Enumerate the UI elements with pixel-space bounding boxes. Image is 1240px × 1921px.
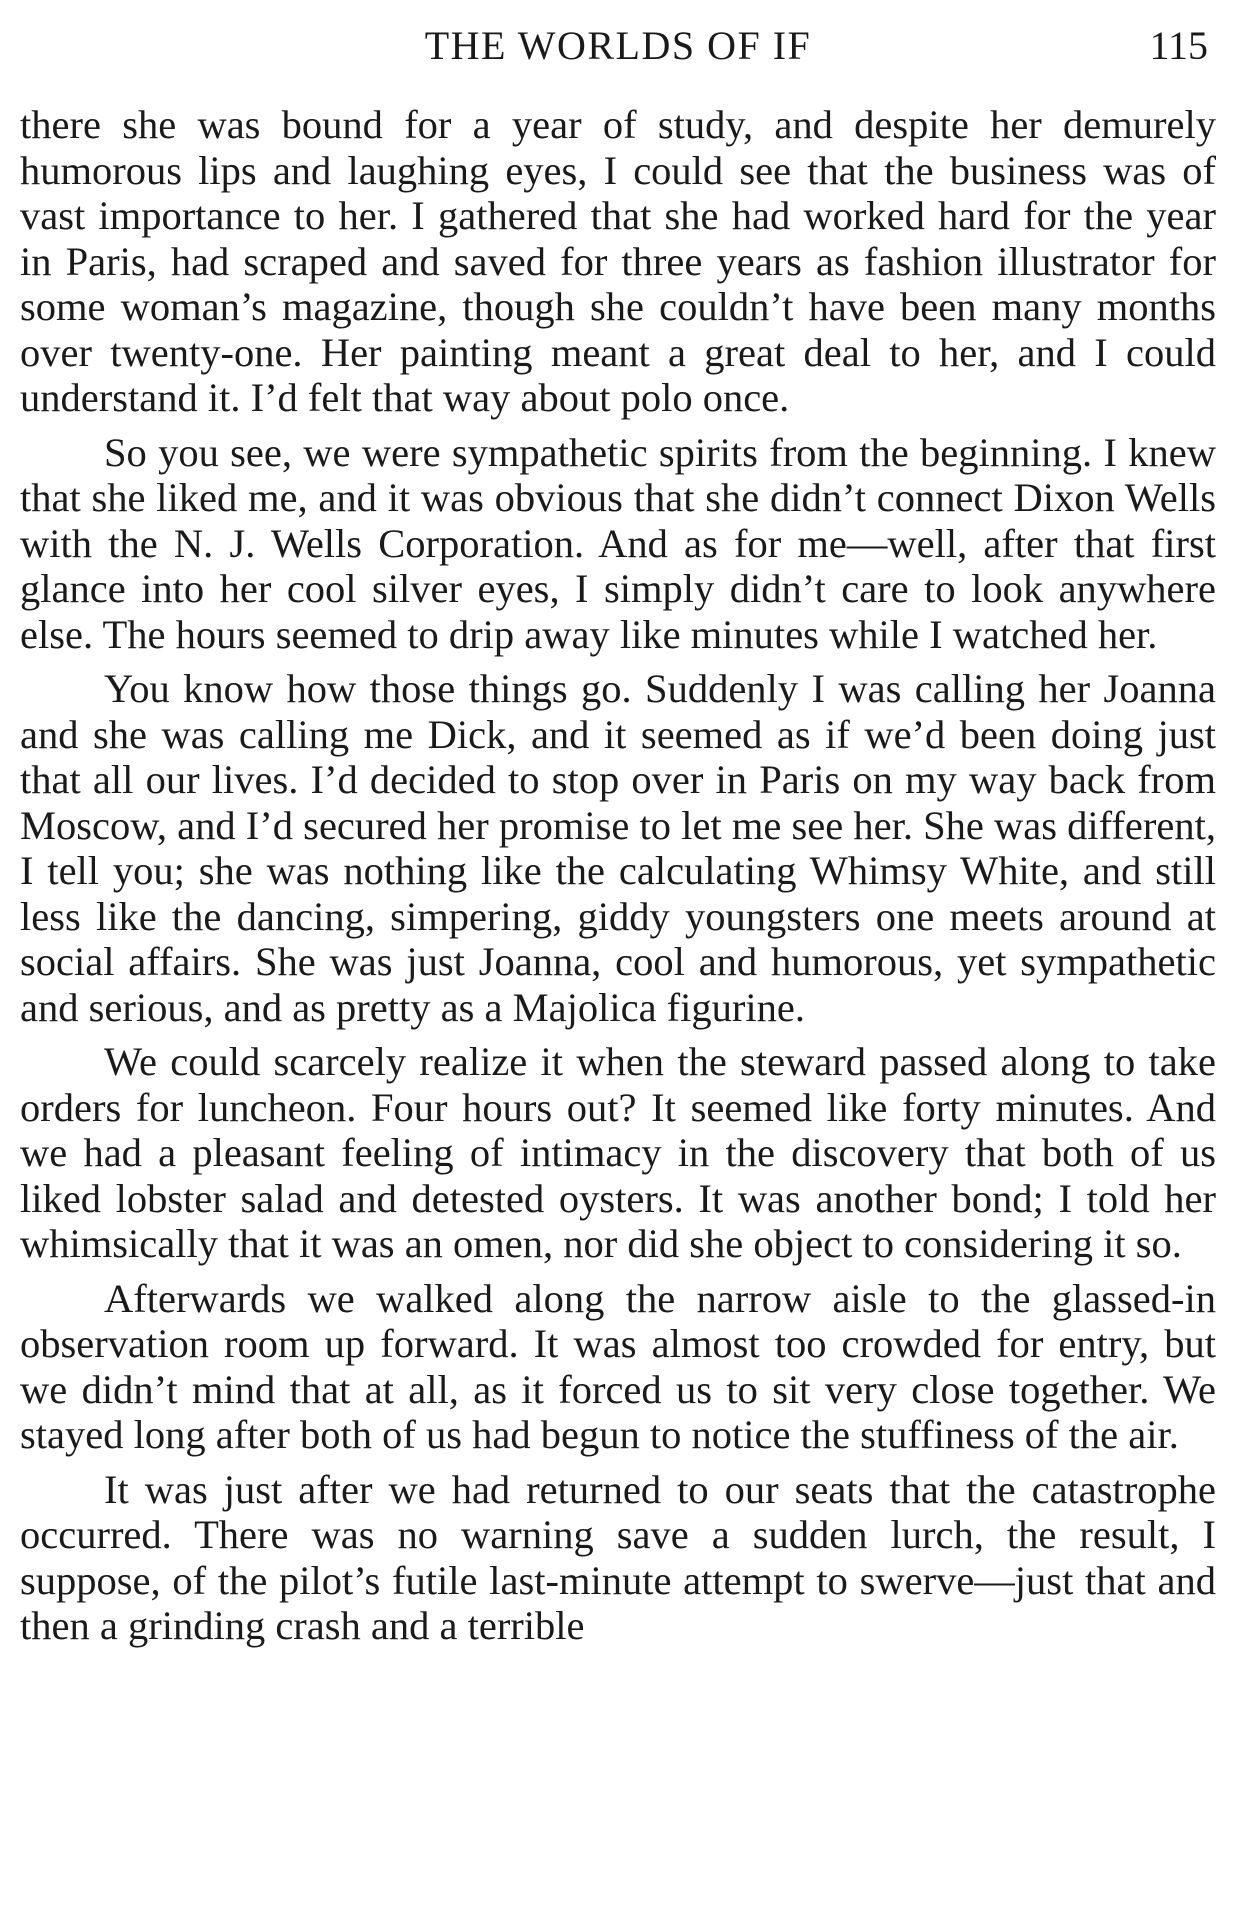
book-page <box>20 12 1216 1912</box>
running-header <box>20 12 1216 90</box>
paragraph: We could scarcely realize it when the steward passed along to take orders for luncheon. Four hours out? It seemed like forty minutes. And we had a pleasant feeling of intimacy in the discovery that both of us liked lobster salad and detested oysters. It was another bond; I told her whimsically that it was an omen, nor did she object to considering it so. <box>20 1039 1216 1266</box>
paragraph: You know how those things go. Suddenly I was calling her Joanna and she was calling me Dick, and it seemed as if we’d been doing just that all our lives. I’d decided to stop over in Paris on my way back from Moscow, and I’d secured her promise to let me see her. She was different, I tell you; she was nothing like the calculating Whimsy White, and still less like the dancing, simpering, giddy youngsters one meets around at social affairs. She was just Joanna, cool and humorous, yet sympathetic and serious, and as pretty as a Majolica figurine. <box>20 666 1216 1030</box>
paragraph: It was just after we had returned to our seats that the catastrophe occurred. There was no warning save a sudden lurch, the result, I suppose, of the pilot’s futile last-minute attempt to swerve—just that and then a grinding crash and a terrible <box>20 1466 1216 1648</box>
page-number: 115 <box>1149 23 1208 68</box>
body-text <box>20 102 1216 1649</box>
paragraph-continued: there she was bound for a year of study, and despite her demurely humorous lips and laughing eyes, I could see that the business was of vast importance to her. I gathered that she had worked hard for the year in Paris, had scraped and saved for three years as fashion illustrator for some woman’s magazine, though she couldn’t have been many months over twenty-one. Her painting meant a great deal to her, and I could understand it. I’d felt that way about polo once. <box>20 102 1216 420</box>
paragraph: Afterwards we walked along the narrow aisle to the glassed-in observation room up forward. It was almost too crowded for entry, but we didn’t mind that at all, as it forced us to sit very close together. We stayed long after both of us had begun to notice the stuffiness of the air. <box>20 1275 1216 1457</box>
running-title: THE WORLDS OF IF <box>424 23 812 68</box>
paragraph: So you see, we were sympathetic spirits from the beginning. I knew that she liked me, and it was obvious that she didn’t connect Dixon Wells with the N. J. Wells Corporation. And as for me—well, after that first glance into her cool silver eyes, I simply didn’t care to look anywhere else. The hours seemed to drip away like minutes while I watched her. <box>20 429 1216 657</box>
